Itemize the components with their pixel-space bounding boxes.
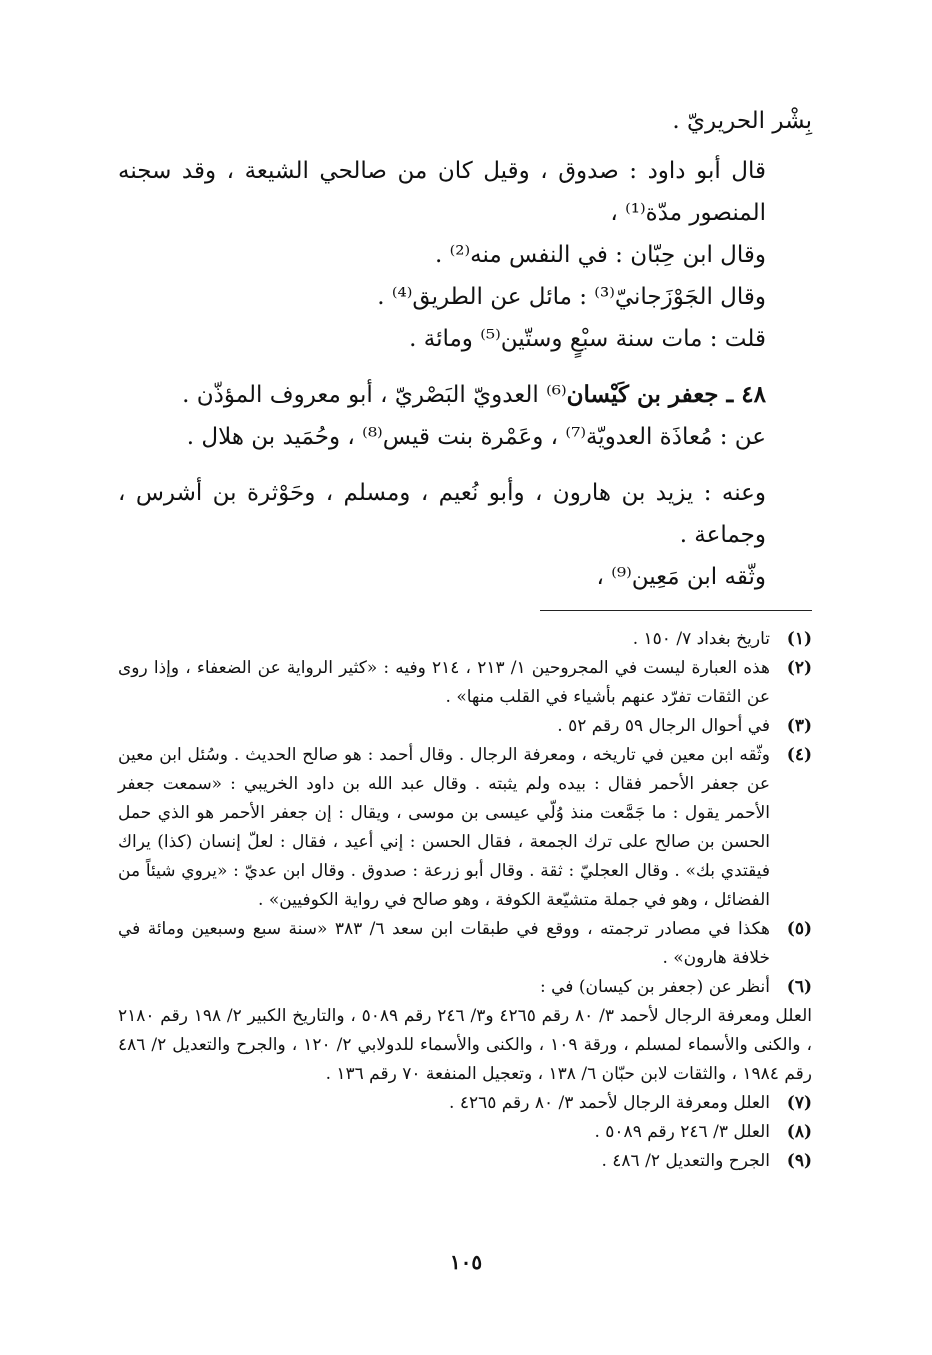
- footnote: [118, 625, 812, 654]
- footnote-text: العلل ٣/ ٢٤٦ رقم ٥٠٨٩ .: [594, 1122, 770, 1142]
- footnote-text: تاريخ بغداد ٧/ ١٥٠ .: [632, 629, 770, 649]
- footnote: [118, 654, 812, 712]
- footnote: [118, 1089, 812, 1118]
- footnote-number: (٥): [786, 919, 812, 939]
- footnote-text: أنظر عن (جعفر بن كيسان) في :: [540, 977, 770, 997]
- footnote-number: (٢): [786, 658, 812, 678]
- footnote-number: (٩): [786, 1151, 812, 1171]
- footnote-text: العلل ومعرفة الرجال لأحمد ٣/ ٨٠ رقم ٤٢٦٥ .: [449, 1093, 770, 1113]
- footnote: [118, 741, 812, 915]
- footnote-text: في أحوال الرجال ٥٩ رقم ٥٢ .: [557, 716, 770, 736]
- footnote: [118, 973, 812, 1002]
- page-number: ١٠٥: [449, 1250, 483, 1274]
- main-text: [118, 100, 812, 598]
- page-body: [118, 100, 812, 1176]
- footnote-number: (٨): [786, 1122, 812, 1142]
- text-line: وثّقه ابن مَعِين⁽⁹⁾ ،: [596, 564, 766, 590]
- entry-heading: ٤٨ ـ جعفر بن كَيْسان: [566, 381, 766, 408]
- footnote: [118, 915, 812, 973]
- text-line: عن : مُعاذَة العدويّة⁽⁷⁾ ، وعَمْرة بنت قيس⁽⁸⁾ ، وحُمَيد بن هلال .: [186, 424, 766, 450]
- footnote: [118, 1147, 812, 1176]
- entry-heading-line: [118, 374, 812, 416]
- footnote-text: هذه العبارة ليست في المجروحين ١/ ٢١٣ ، ٢١٤ وفيه : «كثير الرواية عن الضعفاء ، وإذا روى عن الثقات تفرّد عنهم بأشياء في القلب منها» .: [118, 658, 771, 707]
- text-line: وقال الجَوْزَجانيّ⁽³⁾ : مائل عن الطريق⁽⁴⁾ .: [377, 284, 766, 310]
- footnote-separator-wrap: [118, 598, 812, 625]
- text-line: قلت : مات سنة سبْعٍ وستّين⁽⁵⁾ ومائة .: [409, 326, 766, 352]
- footnote-text: الجرح والتعديل ٢/ ٤٨٦ .: [601, 1151, 770, 1171]
- footnote-text: العلل ومعرفة الرجال لأحمد ٣/ ٨٠ رقم ٤٢٦٥ و٣/ ٢٤٦ رقم ٥٠٨٩ ، والتاريخ الكبير ٢/ ١٩٨ رقم ٢١٨٠ ، والكنى والأسماء لمسلم ، ورقة ١٠٩ ، والكنى والأسماء للدولابي ٢/ ١٢٠ ، والجرح والتعديل ٢/ ٤٨٦ رقم ١٩٨٤ ، والثقات لابن حبّان ٦/ ١٣٨ ، وتعجيل المنفعة ٧٠ رقم ١٣٦ .: [118, 1006, 813, 1084]
- footnotes: [118, 625, 812, 1176]
- footnote-number: (٤): [786, 745, 812, 765]
- footnote-separator: [540, 610, 812, 611]
- footnote-text: وثّقه ابن معين في تاريخه ، ومعرفة الرجال . وقال أحمد : هو صالح الحديث . وسُئل ابن معين عن جعفر الأحمر فقال : بيده ولم يثبته . وقال عبد الله بن داود الخريبي : «سمعت جعفر الأحمر يقول : ما جَمَّعت منذ وُلّي عيسى بن موسى ، ويقال : إن جعفر الأحمر هو الذي حمل الحسن بن صالح على ترك الجمعة ، فقال الحسن : إني أعيد ، فقال : لعلّ إنسان (كذا) يراك فيقتدي بك» . وقال العجليّ : ثقة . وقال أبو زرعة : صدوق . وقال ابن عديّ : «يروي شيئاً من الفضائل ، وهو في جملة متشيّعة الكوفة ، وهو صالح في رواية الكوفيين» .: [118, 745, 770, 910]
- text-paragraph: قال أبو داود : صدوق ، وقيل كان من صالحي الشيعة ، وقد سجنه المنصور مدّة⁽¹⁾ ،: [118, 158, 766, 226]
- footnote-number: (٧): [786, 1093, 812, 1113]
- footnote-number: (١): [786, 629, 812, 649]
- entry-heading-rest: ⁽⁶⁾ العدويّ البَصْريّ ، أبو معروف المؤذّن .: [182, 382, 567, 408]
- footnote-number: (٦): [786, 977, 812, 997]
- footnote-number: (٣): [786, 716, 812, 736]
- text-line: وقال ابن حِبّان : في النفس منه⁽²⁾ .: [434, 242, 766, 268]
- footnote: [118, 1118, 812, 1147]
- text-paragraph: وعنه : يزيد بن هارون ، وأبو نُعيم ، ومسلم ، وحَوْثرة بن أشرس ، وجماعة .: [118, 480, 766, 548]
- footnote-continuation: [118, 1002, 812, 1089]
- footnote-text: هكذا في مصادر ترجمته ، ووقع في طبقات ابن سعد ٦/ ٣٨٣ «سنة سبع وسبعين ومائة في خلافة هارون» .: [118, 919, 770, 968]
- text-line: بِشْر الحريريّ .: [672, 108, 812, 134]
- footnote: [118, 712, 812, 741]
